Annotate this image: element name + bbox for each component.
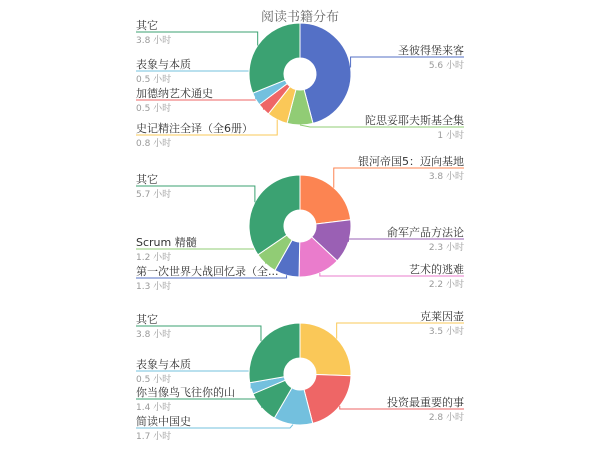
slice-value-label: 2.2 小时 bbox=[428, 280, 464, 290]
slice-value-label: 1.2 小时 bbox=[136, 253, 172, 263]
slice-value-label: 2.8 小时 bbox=[428, 413, 464, 423]
pie-slice[interactable] bbox=[249, 23, 300, 93]
leader-line bbox=[349, 239, 464, 242]
slice-value-label: 3.8 小时 bbox=[136, 330, 172, 340]
slice-value-label: 5.7 小时 bbox=[136, 190, 172, 200]
donut-chart-3 bbox=[136, 309, 464, 442]
pie-slice[interactable] bbox=[300, 323, 351, 376]
slice-value-label: 3.8 小时 bbox=[136, 36, 172, 46]
slice-value-label: 0.5 小时 bbox=[136, 375, 172, 385]
slice-value-label: 0.8 小时 bbox=[136, 139, 172, 149]
chart-title: 阅读书籍分布 bbox=[260, 10, 340, 25]
slice-label: 其它 bbox=[136, 313, 158, 326]
slice-label: Scrum 精髓 bbox=[136, 236, 197, 249]
slice-label: 加德纳艺术通史 bbox=[136, 87, 213, 100]
slice-label: 简读中国史 bbox=[136, 415, 191, 428]
slice-value-label: 1 小时 bbox=[437, 131, 464, 141]
slice-label: 投资最重要的事 bbox=[387, 396, 464, 409]
slice-label: 其它 bbox=[136, 173, 158, 186]
slice-label: 陀思妥耶夫斯基全集 bbox=[365, 114, 464, 127]
pie-slice[interactable] bbox=[300, 175, 351, 224]
slice-label: 史记精注全译（全6册） bbox=[136, 122, 253, 135]
slice-label: 表象与本质 bbox=[136, 358, 191, 371]
slice-value-label: 0.5 小时 bbox=[136, 104, 172, 114]
slice-label: 第一次世界大战回忆录（全... bbox=[136, 265, 279, 278]
slice-value-label: 0.5 小时 bbox=[136, 75, 172, 85]
slice-label: 其它 bbox=[136, 19, 158, 32]
slice-value-label: 1.3 小时 bbox=[136, 282, 172, 292]
slice-label: 克莱因壶 bbox=[420, 310, 464, 323]
slice-value-label: 1.4 小时 bbox=[136, 403, 172, 413]
donut-chart-2 bbox=[136, 154, 464, 292]
pie-slice[interactable] bbox=[249, 323, 300, 383]
slice-label: 表象与本质 bbox=[136, 58, 191, 71]
slice-label: 你当像鸟飞往你的山 bbox=[136, 386, 235, 399]
slice-value-label: 3.8 小时 bbox=[428, 172, 464, 182]
slice-label: 俞军产品方法论 bbox=[387, 226, 464, 239]
slice-value-label: 5.6 小时 bbox=[428, 61, 464, 71]
slice-value-label: 2.3 小时 bbox=[428, 243, 464, 253]
slice-label: 银河帝国5：迈向基地 bbox=[358, 155, 464, 168]
slice-label: 艺术的逃难 bbox=[409, 263, 464, 276]
donut-chart-1 bbox=[136, 19, 464, 149]
slice-value-label: 1.7 小时 bbox=[136, 432, 172, 442]
slice-value-label: 3.5 小时 bbox=[428, 327, 464, 337]
slice-label: 圣彼得堡来客 bbox=[398, 44, 464, 57]
